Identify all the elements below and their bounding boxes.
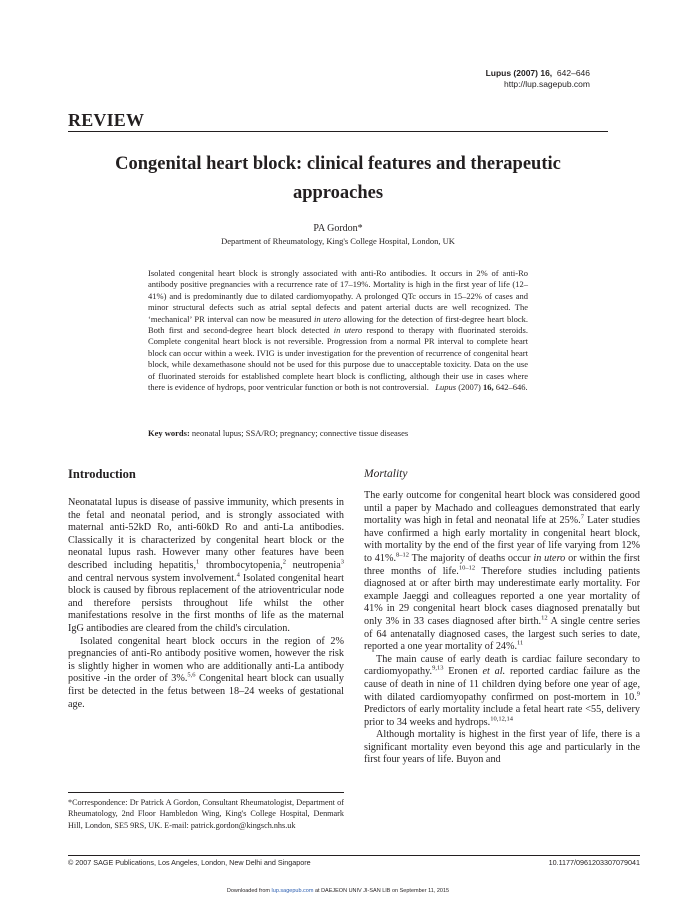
journal-header	[486, 68, 590, 90]
citation-ref[interactable]: 7	[580, 513, 584, 521]
download-note	[0, 888, 676, 894]
citation-ref[interactable]: 5,6	[187, 671, 196, 679]
keywords-text: neonatal lupus; SSA/RO; pregnancy; connective tissue diseases	[191, 428, 409, 438]
body-text: The majority of deaths occur	[409, 552, 534, 564]
body-text: reported cardiac failure as the cause of death in nine of 11 children dying before one year of age, with dilated cardiomyopathy confirmed on post-mortem in 10.	[364, 666, 641, 703]
journal-pages: 642–646	[556, 68, 590, 78]
body-text: thrombocytopenia,	[199, 559, 283, 571]
body-text: A single centre series of 64 antenatally diagnosed cases, the largest such series to date, reported a one year mortality of 24%.	[364, 615, 640, 653]
paragraph	[364, 729, 640, 767]
paragraph	[364, 490, 640, 654]
citation-ref[interactable]: 10,12,14	[490, 715, 513, 723]
body-text: The main cause of early death is cardiac failure secondary to cardiomyopathy.	[364, 653, 640, 678]
paragraph	[364, 654, 640, 730]
paragraph	[68, 636, 344, 712]
body-text: Therefore studies including patients diagnosed at or after birth may underestimate early mortality. For example Jaeggi and colleagues reported a one year mortality of 41% in 29 congenital heart block cases diagnosed prenatally but only 3% in 33 cases diagnosed after birth.	[364, 565, 641, 627]
body-text: Eronen	[443, 666, 483, 678]
author-name: PA Gordon*	[313, 223, 363, 234]
mortality-body	[364, 490, 640, 767]
section-divider	[68, 131, 608, 132]
body-text: Isolated congenital heart block is caused by fibrous replacement of the atrioventricular node and therefore persists throughout life whilst the other manifestations resolve in the first months of life as the maternal IgG antibodies are cleared from the child's circulation.	[68, 572, 344, 634]
body-text: Later studies have confirmed a high early mortality in congenital heart block, with mortality by the end of the first year of life varying from 12% to 41%.	[364, 515, 640, 564]
journal-citation: Lupus (2007) 16,	[485, 68, 553, 78]
body-text: or within the first three months of life.	[364, 552, 640, 577]
abstract-text: allowing for the detection of first-degree heart block. Both first and second-degree heart block detected	[148, 313, 528, 336]
abstract-cite-volume: 16,	[483, 382, 494, 393]
citation-ref[interactable]: 9,13	[432, 664, 444, 672]
keywords	[148, 428, 528, 438]
body-text: Isolated congenital heart block occurs in the region of 2% pregnancies of anti-Ro antibody positive women, however the risk is slightly higher in women who are additionally anti-La antibody positive -in the order of 3%.	[68, 635, 344, 685]
footnote-divider	[68, 792, 344, 793]
copyright: © 2007 SAGE Publications, Los Angeles, London, New Delhi and Singapore	[68, 858, 311, 867]
abstract-cite-pages: 642–646.	[495, 382, 528, 393]
body-text: The early outcome for congenital heart block was considered good until a paper by Machado and colleagues demonstrated that early mortality was high in fetal and neonatal life at 25%.	[364, 490, 640, 527]
abstract-emphasis: in utero	[333, 325, 363, 336]
abstract-cite-journal: Lupus	[435, 382, 457, 393]
body-text: Although mortality is highest in the first year of life, there is a significant mortality even beyond this age and particularly in the first four years of life. Buyon and	[364, 729, 640, 766]
body-text: and central nervous system involvement.	[68, 572, 237, 584]
body-text: Predictors of early mortality include a fetal heart rate <55, delivery prior to 34 weeks and hydrops.	[364, 704, 640, 728]
citation-ref[interactable]: 2	[282, 558, 286, 566]
doi[interactable]: 10.1177/0961203307079041	[548, 858, 640, 867]
citation-ref[interactable]: 4	[236, 571, 240, 579]
article-title: Congenital heart block: clinical features and therapeutic approaches	[115, 154, 561, 203]
body-emphasis: et al.	[482, 666, 506, 678]
footer-divider	[68, 855, 640, 856]
abstract-emphasis: in utero	[314, 313, 341, 324]
journal-url[interactable]: http://lup.sagepub.com	[503, 79, 590, 89]
citation-ref[interactable]: 8–12	[396, 551, 409, 559]
author-affiliation: Department of Rheumatology, King's College Hospital, London, UK	[221, 236, 455, 246]
mortality-heading: Mortality	[364, 468, 408, 480]
citation-ref[interactable]: 9	[636, 690, 640, 698]
download-note-suffix: at DAEJEON UNIV JI-SAN LIB on September 11, 2015	[314, 888, 450, 894]
keywords-label: Key words:	[148, 428, 190, 438]
citation-ref[interactable]: 11	[517, 639, 524, 647]
body-emphasis: in utero	[533, 552, 566, 564]
body-text: Congenital heart block can usually first be detected in the fetus between 18–24 weeks of gestational age.	[68, 673, 344, 710]
section-label: REVIEW	[68, 110, 145, 130]
abstract-text: respond to therapy with fluorinated steroids. Complete congenital heart block is not reversible. Progression from a normal PR interval to complete heart block can occur within a week. IVIG is under investigation for the prevention of recurrence of congenital heart block, while dexamethasone should not be used for this purpose due to unacceptable toxicity. Data on the use of fluorinated steroids for established complete heart block is conflicting, although their use in cases where there is evidence of hydrops, poor ventricular function or both is not controversial.	[148, 325, 528, 393]
introduction-heading: Introduction	[68, 467, 136, 481]
citation-ref[interactable]: 10–12	[458, 564, 476, 572]
download-note-prefix: Downloaded from	[226, 888, 271, 894]
citation-ref[interactable]: 3	[340, 558, 344, 566]
download-link[interactable]: lup.sagepub.com	[271, 888, 314, 894]
abstract-text: Isolated congenital heart block is strongly associated with anti-Ro antibodies. It occurs in 2% of anti-Ro antibody positive pregnancies with a recurrence rate of 17–19%. Mortality is high in the first year of life (12–41%) and is predominantly due to dilated cardiomyopathy. A prolonged QTc occurs in 15–22% of cases and minor structural defects such as atrial septal defects and patent arterial ducts are well recognized. The ‘mechanical’ PR interval can now be measured	[148, 268, 528, 324]
correspondence-footnote: *Correspondence: Dr Patrick A Gordon, Consultant Rheumatologist, Department of Rheumatology, 2nd Floor Hambledon Wing, King's College Hospital, Denmark Hill, London, SE5 9RS, UK. E-mail: patrick.gordon@kingsch.nhs.uk	[68, 798, 344, 830]
abstract-cite-year: (2007)	[458, 382, 481, 393]
abstract	[148, 268, 528, 393]
citation-ref[interactable]: 1	[196, 558, 200, 566]
body-text: Neonatatal lupus is disease of passive immunity, which presents in the fetal and neonatal period, and is strongly associated with maternal anti-52kD Ro, anti-60kD Ro and anti-La antibodies. Classically it is characterized by congenital heart block or the neonatal lupus rash. However many other features have been described including hepatitis,	[68, 497, 344, 571]
citation-ref[interactable]: 12	[541, 614, 548, 622]
paragraph	[68, 497, 344, 636]
introduction-body	[68, 497, 344, 711]
body-text: neutropenia	[285, 559, 341, 571]
